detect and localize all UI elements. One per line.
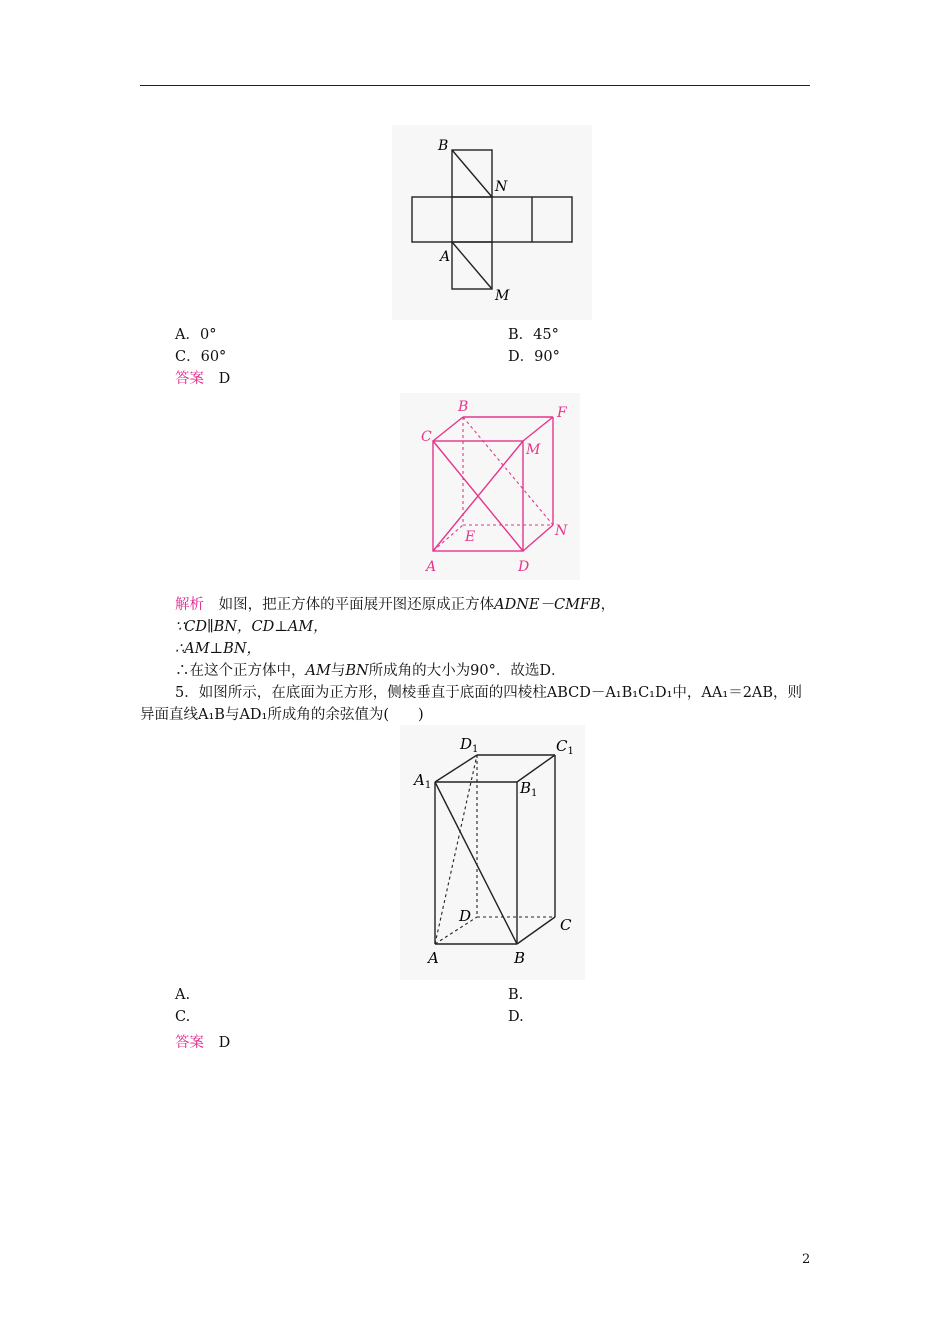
answer-line-q4 [175,367,230,388]
answer-value: D [218,1035,231,1051]
analysis-line-3: ∴AM⊥BN， [175,641,262,657]
label-M: M [526,442,541,458]
prism-figure [400,725,585,980]
label-N: N [555,523,568,539]
label-A: A [440,249,451,265]
q5-choice-d: D. [508,1009,524,1025]
label-B1: $B_1$ [520,779,538,799]
q5-choice-b: B. [508,987,524,1003]
choice-a: A．0° [175,327,217,343]
analysis-line-1 [175,593,615,614]
answer-line-q5 [175,1031,230,1052]
label-D1: $D_1$ [460,735,479,755]
analysis-line-4 [175,659,566,680]
segment-am-text: AM [305,663,331,679]
analysis-text-4c: 所成角的大小为90°．故选D． [368,663,566,679]
label-A: A [428,949,439,967]
q5-choice-a: A. [175,987,191,1003]
header-rule [140,85,810,86]
question-5-line-2: 异面直线A₁B与AD₁所成角的余弦值为( ) [140,707,424,723]
label-M: M [495,288,510,304]
page-number: 2 [802,1252,811,1267]
label-B: B [438,138,449,154]
choice-c: C．60° [175,349,227,365]
label-C: C [560,916,572,934]
label-N: N [495,179,508,195]
label-A: A [426,559,437,575]
analysis-text-1-end: ， [600,597,616,613]
cube-figure [400,393,580,580]
label-A1: $A_1$ [414,771,432,791]
cube-name: ADNE－CMFB [494,597,601,613]
answer-label: 答案 [175,371,204,387]
analysis-label: 解析 [175,597,204,613]
label-E: E [465,529,476,545]
prism-diagram [400,725,585,980]
question-5-line-1: 5．如图所示，在底面为正方形，侧棱垂直于底面的四棱柱ABCD－A₁B₁C₁D₁中，AA₁＝2AB，则 [175,685,803,701]
analysis-text-4b: 与 [330,663,346,679]
cube-net-figure [392,125,592,320]
label-C: C [421,429,432,445]
analysis-line-2: ∵CD∥BN，CD⊥AM， [175,619,328,635]
choice-d: D．90° [508,349,560,365]
cube-net-diagram [392,125,592,320]
label-B: B [514,949,526,967]
answer-label: 答案 [175,1035,204,1051]
label-F: F [557,405,567,421]
analysis-text-1: 如图，把正方体的平面展开图还原成正方体 [218,597,495,613]
figure-background [400,725,585,980]
analysis-text-4a: ∴在这个正方体中， [175,663,306,679]
answer-value: D [218,371,231,387]
label-D: D [518,559,530,575]
label-B: B [458,399,469,415]
cube-diagram [400,393,580,580]
label-C1: $C_1$ [556,737,574,757]
q5-choice-c: C. [175,1009,191,1025]
segment-bn-text: BN [345,663,369,679]
choice-b: B．45° [508,327,559,343]
label-D: D [459,907,472,925]
